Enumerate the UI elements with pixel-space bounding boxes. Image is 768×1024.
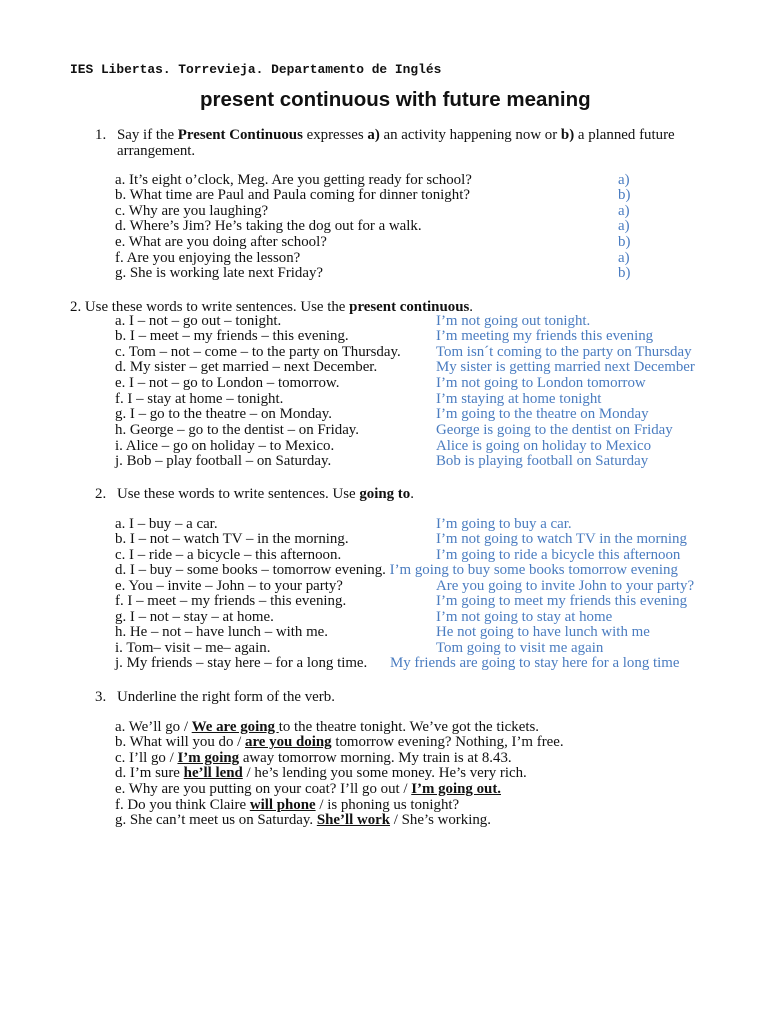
question-item <box>115 656 735 672</box>
exercise-number: 1. <box>95 127 107 143</box>
instruction-text: . <box>410 485 414 502</box>
question-item <box>115 517 735 533</box>
exercise-4-items <box>115 720 735 829</box>
question-text: f. Are you enjoying the lesson? <box>115 249 301 266</box>
underlined-answer: will phone <box>249 796 316 813</box>
sentence-item <box>115 735 735 751</box>
question-item <box>115 314 735 330</box>
answer-text: Tom isn´t coming to the party on Thursday <box>436 343 692 360</box>
answer-text: He not going to have lunch with me <box>436 624 650 641</box>
question-item <box>115 345 735 361</box>
question-item <box>115 360 735 376</box>
question-item <box>115 641 735 657</box>
question-text: f. I – stay at home – tonight. <box>115 390 284 407</box>
question-text: c. Tom – not – come – to the party on Thursday. <box>115 343 401 360</box>
underlined-answer: She’ll work <box>316 812 391 829</box>
instruction-keyword: Present Continuous <box>177 127 303 143</box>
question-text: a. It’s eight o’clock, Meg. Are you getting ready for school? <box>115 171 472 188</box>
question-item <box>115 376 735 392</box>
answer-text: a) <box>618 202 630 219</box>
question-item <box>115 439 735 455</box>
underlined-answer: I’m going out. <box>411 781 501 798</box>
question-item <box>115 407 735 423</box>
answer-text: I’m going to buy a car. <box>436 515 572 532</box>
sentence-text: a. We’ll go / <box>115 718 192 735</box>
question-text: i. Tom– visit – me– again. <box>115 639 271 656</box>
instruction-text: Use these words to write sentences. Use <box>117 485 360 502</box>
instruction-keyword: present continuous <box>349 298 470 315</box>
school-header: IES Libertas. Torrevieja. Departamento de Inglés <box>70 62 442 77</box>
question-text: e. What are you doing after school? <box>115 234 327 251</box>
question-item <box>115 329 735 345</box>
exercise-1-instruction <box>95 127 717 159</box>
answer-text: I’m not going to London tomorrow <box>436 375 646 392</box>
answer-text: I’m not going to watch TV in the morning <box>436 531 687 548</box>
sentence-text: / he’s lending you some money. He’s very rich. <box>242 765 527 782</box>
question-text: j. My friends – stay here – for a long time. <box>115 655 368 672</box>
question-item <box>115 594 735 610</box>
sentence-text: away tomorrow morning. My train is at 8.43. <box>239 749 512 766</box>
question-text: e. I – not – go to London – tomorrow. <box>115 375 340 392</box>
instruction-text: Underline the right form of the verb. <box>117 688 335 705</box>
sentence-text: / She’s working. <box>390 812 491 829</box>
sentence-item <box>115 813 735 829</box>
question-text: g. I – go to the theatre – on Monday. <box>115 406 332 423</box>
question-item <box>115 266 735 282</box>
answer-text: Alice is going on holiday to Mexico <box>436 437 652 454</box>
sentence-item <box>115 782 735 798</box>
answer-text: a) <box>618 218 630 235</box>
instruction-text: expresses <box>302 127 368 143</box>
sentence-text: / is phoning us tonight? <box>315 796 460 813</box>
underlined-answer: are you doing <box>245 734 332 751</box>
answer-text: I’m going to the theatre on Monday <box>436 406 649 423</box>
question-item <box>115 563 735 579</box>
answer-text: I’m going to buy some books tomorrow evening <box>389 562 678 579</box>
question-item <box>115 392 735 408</box>
answer-text: My sister is getting married next December <box>436 359 695 376</box>
exercise-1-items <box>115 173 735 282</box>
question-item <box>115 579 735 595</box>
sentence-text: d. I’m sure <box>115 765 184 782</box>
instruction-text: . <box>469 298 474 315</box>
answer-text: b) <box>618 265 631 282</box>
sentence-item <box>115 720 735 736</box>
instruction-text: an activity happening now or <box>379 127 561 143</box>
exercise-number: 3. <box>95 688 107 705</box>
question-text: j. Bob – play football – on Saturday. <box>115 453 332 470</box>
question-item <box>115 219 735 235</box>
question-item <box>115 625 735 641</box>
question-text: i. Alice – go on holiday – to Mexico. <box>115 437 335 454</box>
question-text: h. He – not – have lunch – with me. <box>115 624 328 641</box>
instruction-text: a planned future arrangement. <box>117 127 675 159</box>
question-text: c. I – ride – a bicycle – this afternoon. <box>115 546 342 563</box>
instruction-keyword: b) <box>560 127 575 143</box>
answer-text: a) <box>618 249 630 266</box>
instruction-keyword: going to <box>359 485 411 502</box>
sentence-text: tomorrow evening? Nothing, I’m free. <box>331 734 564 751</box>
exercise-number: 2. <box>95 485 107 502</box>
instruction-keyword: a) <box>367 127 380 143</box>
question-text: g. I – not – stay – at home. <box>115 608 274 625</box>
answer-text: George is going to the dentist on Friday <box>436 421 673 438</box>
question-item <box>115 235 735 251</box>
answer-text: b) <box>618 187 631 204</box>
sentence-item <box>115 798 735 814</box>
underlined-answer: We are going <box>191 718 279 735</box>
question-item <box>115 173 735 189</box>
question-item <box>115 454 735 470</box>
underlined-answer: I’m going <box>177 749 240 766</box>
sentence-text: b. What will you do / <box>115 734 246 751</box>
answer-text: I’m going to meet my friends this evening <box>436 593 688 610</box>
sentence-text: c. I’ll go / <box>115 749 178 766</box>
question-text: b. What time are Paul and Paula coming for dinner tonight? <box>115 187 470 204</box>
question-text: d. I – buy – some books – tomorrow evening. <box>115 562 386 579</box>
question-text: a. I – buy – a car. <box>115 515 218 532</box>
question-text: c. Why are you laughing? <box>115 202 269 219</box>
worksheet-title: present continuous with future meaning <box>200 88 591 111</box>
question-text: d. Where’s Jim? He’s taking the dog out for a walk. <box>115 218 422 235</box>
instruction-text: Say if the <box>117 127 178 143</box>
answer-text: I’m meeting my friends this evening <box>436 328 654 345</box>
sentence-item <box>115 766 735 782</box>
question-item <box>115 251 735 267</box>
sentence-text: to the theatre tonight. We’ve got the tickets. <box>278 718 539 735</box>
question-text: g. She is working late next Friday? <box>115 265 324 282</box>
answer-text: Tom going to visit me again <box>436 639 604 656</box>
exercise-3-items <box>115 517 735 672</box>
sentence-text: f. Do you think Claire <box>115 796 250 813</box>
answer-text: Bob is playing football on Saturday <box>436 453 649 470</box>
question-text: d. My sister – get married – next December. <box>115 359 378 376</box>
answer-text: Are you going to invite John to your party? <box>436 577 695 594</box>
question-item <box>115 188 735 204</box>
answer-text: My friends are going to stay here for a long time <box>390 655 680 672</box>
question-item <box>115 548 735 564</box>
question-text: h. George – go to the dentist – on Friday. <box>115 421 360 438</box>
exercise-2-items <box>115 314 735 470</box>
exercise-3-instruction <box>95 485 717 502</box>
answer-text: I’m not going to stay at home <box>436 608 613 625</box>
exercise-4-instruction <box>95 688 717 705</box>
answer-text: b) <box>618 234 631 251</box>
question-text: e. You – invite – John – to your party? <box>115 577 343 594</box>
question-item <box>115 610 735 626</box>
instruction-text: Use these words to write sentences. Use the <box>84 298 350 315</box>
sentence-text: g. She can’t meet us on Saturday. <box>115 812 317 829</box>
answer-text: I’m staying at home tonight <box>436 390 602 407</box>
sentence-item <box>115 751 735 767</box>
underlined-answer: he’ll lend <box>183 765 243 782</box>
question-text: a. I – not – go out – tonight. <box>115 312 282 329</box>
answer-text: a) <box>618 171 630 188</box>
answer-text: I’m going to ride a bicycle this afternoon <box>436 546 681 563</box>
question-text: b. I – not – watch TV – in the morning. <box>115 531 349 548</box>
question-item <box>115 423 735 439</box>
question-text: f. I – meet – my friends – this evening. <box>115 593 347 610</box>
sentence-text: e. Why are you putting on your coat? I’ll go out / <box>115 781 412 798</box>
answer-text: I’m not going out tonight. <box>436 312 591 329</box>
question-text: b. I – meet – my friends – this evening. <box>115 328 349 345</box>
exercise-number: 2. <box>70 298 82 315</box>
question-item <box>115 532 735 548</box>
question-item <box>115 204 735 220</box>
